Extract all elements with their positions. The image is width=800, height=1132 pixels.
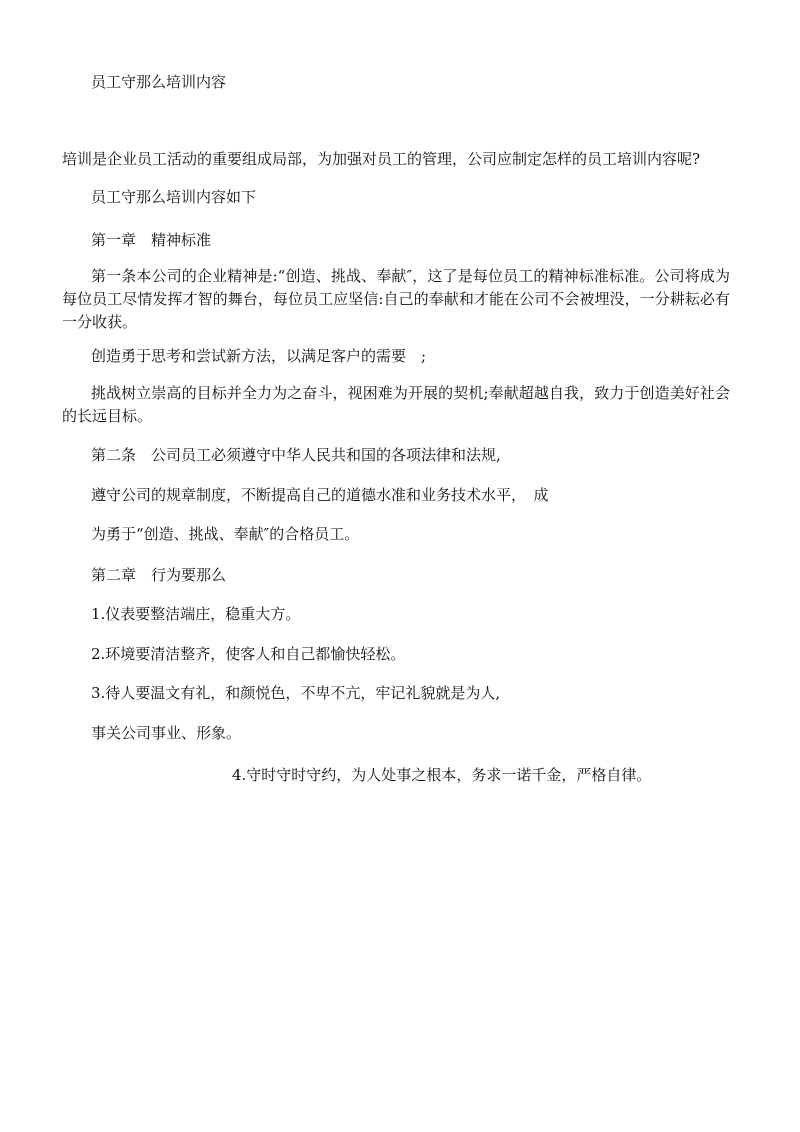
chapter-two-heading: 第二章 行为要那么 — [91, 566, 227, 584]
list-item: 2.环境要清洁整齐，使客人和自己都愉快轻松。 — [91, 645, 406, 663]
article-one-paragraph: 第一条本公司的企业精神是:“创造、挑战、奉献″，这了是每位员工的精神标准标准。公司将成为每位员工尽情发挥才智的舞台，每位员工应坚信:自己的奉献和才能在公司不会被埋没，一分耕耘必有一分收获。 — [62, 267, 730, 331]
chapter-one-heading: 第一章 精神标准 — [91, 231, 212, 249]
lead-paragraph: 员工守那么培训内容如下 — [91, 188, 257, 206]
document-title: 员工守那么培训内容 — [91, 73, 227, 91]
list-item: 1.仪表要整洁端庄，稳重大方。 — [91, 605, 301, 623]
create-paragraph: 创造勇于思考和尝试新方法，以满足客户的需要 ; — [91, 347, 427, 365]
list-item-continued: 事关公司事业、形象。 — [91, 724, 242, 742]
list-item: 4.守时守时守约，为人处事之根本，务求一诺千金，严格自律。 — [232, 766, 652, 784]
list-item: 3.待人要温文有礼，和颜悦色，不卑不亢，牢记礼貌就是为人, — [91, 684, 501, 702]
article-two-continued: 遵守公司的规章制度，不断提高自己的道德水准和业务技术水平， 成 — [91, 486, 549, 504]
article-two-paragraph: 第二条 公司员工必须遵守中华人民共和国的各项法律和法规, — [91, 446, 501, 464]
challenge-paragraph: 挑战树立崇高的目标并全力为之奋斗，视困难为开展的契机;奉献超越自我，致力于创造美好社会的长远目标。 — [62, 384, 730, 425]
intro-paragraph: 培训是企业员工活动的重要组成局部，为加强对员工的管理，公司应制定怎样的员工培训内容呢? — [62, 150, 701, 168]
article-two-closing: 为勇于“创造、挑战、奉献″的合格员工。 — [91, 525, 360, 543]
